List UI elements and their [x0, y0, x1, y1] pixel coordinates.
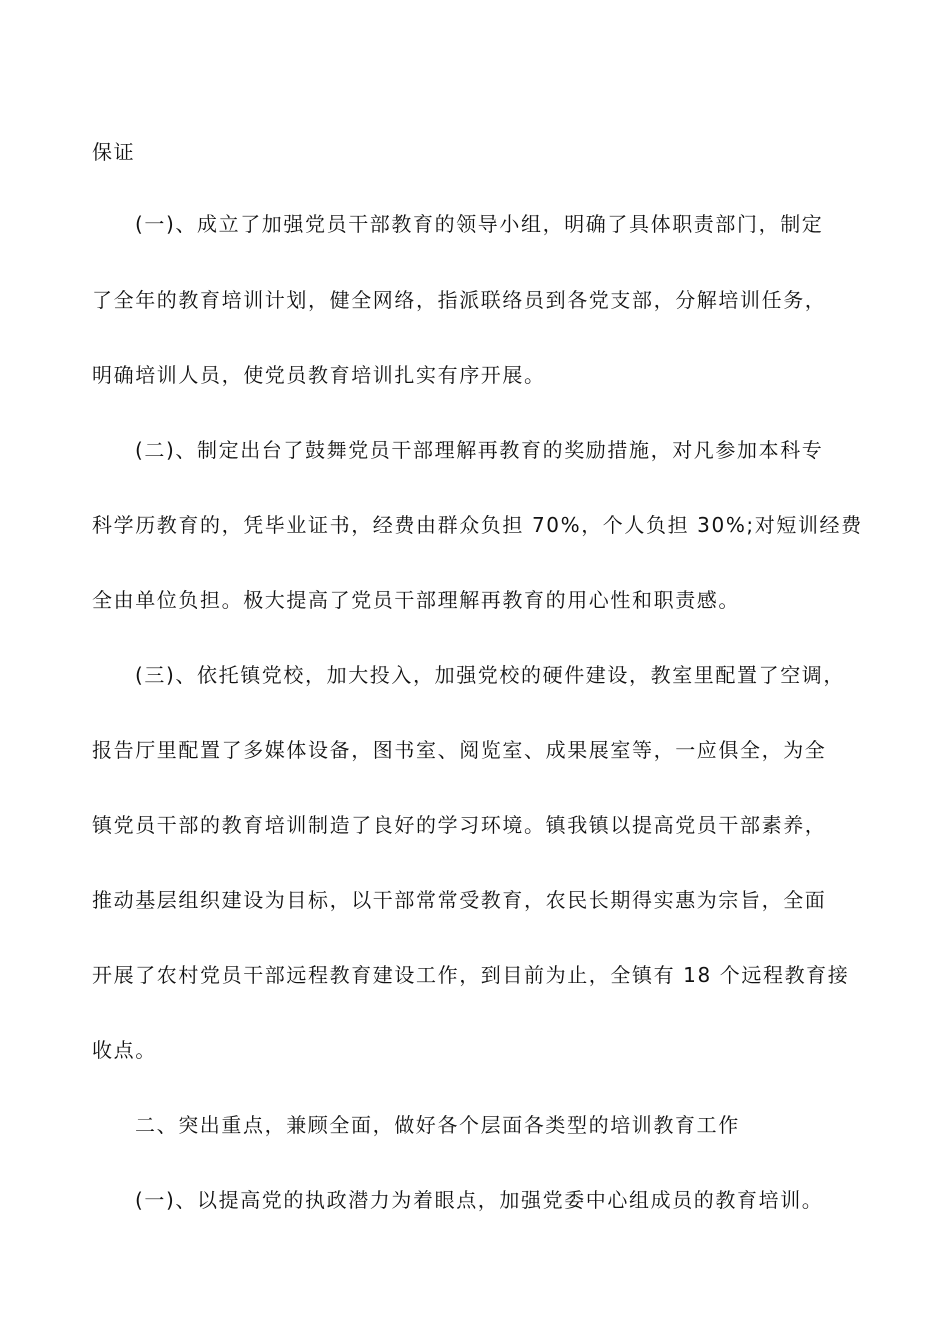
paragraph-2-line: (二)、制定出台了鼓舞党员干部理解再教育的奖励措施，对凡参加本科专 — [135, 438, 824, 462]
section-heading: 二、突出重点，兼顾全面，做好各个层面各类型的培训教育工作 — [135, 1113, 740, 1137]
paragraph-1-line: (一)、成立了加强党员干部教育的领导小组，明确了具体职责部门，制定 — [135, 212, 824, 236]
paragraph-4-line: (一)、以提高党的执政潜力为着眼点，加强党委中心组成员的教育培训。 — [135, 1188, 824, 1212]
text-line: 镇党员干部的教育培训制造了良好的学习环境。镇我镇以提高党员干部素养， — [92, 813, 827, 837]
text-line: 报告厅里配置了多媒体设备，图书室、阅览室、成果展室等，一应俱全，为全 — [92, 738, 827, 762]
text-line: 收点。 — [92, 1038, 157, 1062]
text-line: 了全年的教育培训计划，健全网络，指派联络员到各党支部，分解培训任务， — [92, 288, 827, 312]
text-line: 科学历教育的，凭毕业证书，经费由群众负担 70%，个人负担 30%;对短训经费 — [92, 513, 863, 537]
paragraph-3-line: (三)、依托镇党校，加大投入，加强党校的硬件建设，教室里配置了空调， — [135, 663, 846, 687]
text-line: 保证 — [92, 140, 136, 164]
text-line: 推动基层组织建设为目标，以干部常常受教育，农民长期得实惠为宗旨，全面 — [92, 888, 827, 912]
text-line: 明确培训人员，使党员教育培训扎实有序开展。 — [92, 363, 546, 387]
text-line: 全由单位负担。极大提高了党员干部理解再教育的用心性和职责感。 — [92, 588, 740, 612]
text-line: 开展了农村党员干部远程教育建设工作，到目前为止，全镇有 18 个远程教育接 — [92, 963, 850, 987]
